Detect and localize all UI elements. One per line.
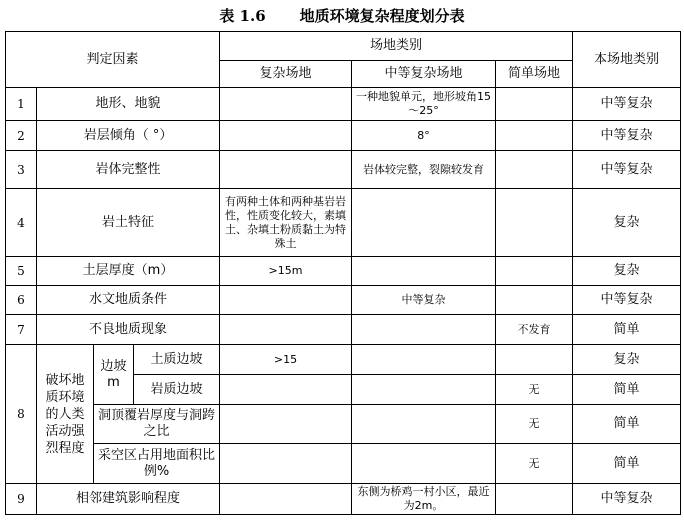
cell-medium [352, 315, 496, 345]
row-factor: 水文地质条件 [37, 286, 220, 315]
cell-result: 复杂 [573, 189, 681, 257]
cell-result: 复杂 [573, 345, 681, 375]
cell-medium [352, 375, 496, 405]
cell-result: 简单 [573, 444, 681, 484]
table-number: 表 1.6 [219, 7, 266, 25]
row-factor: 岩体完整性 [37, 151, 220, 189]
row-factor: 土层厚度（m） [37, 257, 220, 286]
cell-complex [220, 88, 352, 121]
cell-complex: >15m [220, 257, 352, 286]
cell-complex: >15 [220, 345, 352, 375]
cell-simple: 无 [496, 375, 573, 405]
cell-simple: 无 [496, 405, 573, 444]
geo-complexity-table [5, 31, 681, 515]
cell-simple: 不发育 [496, 315, 573, 345]
table-row [6, 484, 681, 515]
cell-medium: 东侧为桥鸡一村小区，最近为2m。 [352, 484, 496, 515]
row-number: 1 [6, 88, 37, 121]
cell-result: 简单 [573, 375, 681, 405]
table-row [6, 286, 681, 315]
row-number: 7 [6, 315, 37, 345]
cell-result: 中等复杂 [573, 151, 681, 189]
table-row [6, 151, 681, 189]
row-factor: 岩质边坡 [134, 375, 220, 405]
row-number: 3 [6, 151, 37, 189]
table-row [6, 444, 681, 484]
row-factor: 不良地质现象 [37, 315, 220, 345]
cell-simple [496, 88, 573, 121]
row-number: 9 [6, 484, 37, 515]
row-factor: 土质边坡 [134, 345, 220, 375]
cell-result: 简单 [573, 405, 681, 444]
cell-medium [352, 405, 496, 444]
row-number: 8 [6, 345, 37, 484]
cell-simple [496, 257, 573, 286]
cell-complex [220, 151, 352, 189]
cell-complex [220, 375, 352, 405]
row-factor: 洞顶覆岩厚度与洞跨之比 [94, 405, 220, 444]
header-factor: 判定因素 [6, 32, 220, 88]
cell-complex [220, 121, 352, 151]
table-row [6, 345, 681, 375]
row-factor: 岩土特征 [37, 189, 220, 257]
cell-complex [220, 405, 352, 444]
cell-medium: 一种地貌单元，地形坡角15～25° [352, 88, 496, 121]
cell-result: 中等复杂 [573, 286, 681, 315]
cell-simple [496, 121, 573, 151]
table-caption: 地质环境复杂程度划分表 [299, 7, 465, 25]
cell-result: 简单 [573, 315, 681, 345]
cell-medium [352, 189, 496, 257]
table-row [6, 315, 681, 345]
cell-complex: 有两种土体和两种基岩岩性，性质变化较大，素填土、杂填土粉质黏土为特殊土 [220, 189, 352, 257]
table-row [6, 88, 681, 121]
cell-simple [496, 484, 573, 515]
header-simple: 简单场地 [496, 61, 573, 88]
cell-simple [496, 151, 573, 189]
cell-simple: 无 [496, 444, 573, 484]
row-factor: 岩层倾角（ °） [37, 121, 220, 151]
cell-complex [220, 315, 352, 345]
cell-medium [352, 257, 496, 286]
table-row [6, 189, 681, 257]
slope-label: 边坡m [94, 345, 134, 405]
header-medium: 中等复杂场地 [352, 61, 496, 88]
row-number: 4 [6, 189, 37, 257]
header-site-type: 场地类别 [220, 32, 573, 61]
header-this-site: 本场地类别 [573, 32, 681, 88]
table-row [6, 121, 681, 151]
table-title [0, 5, 684, 26]
cell-complex [220, 286, 352, 315]
cell-medium: 中等复杂 [352, 286, 496, 315]
cell-medium [352, 345, 496, 375]
row-number: 5 [6, 257, 37, 286]
cell-simple [496, 189, 573, 257]
cell-complex [220, 484, 352, 515]
cell-result: 中等复杂 [573, 484, 681, 515]
row-factor: 采空区占用地面积比例% [94, 444, 220, 484]
row-number: 6 [6, 286, 37, 315]
cell-complex [220, 444, 352, 484]
row8-group-label: 破坏地质环境的人类活动强烈程度 [37, 345, 94, 484]
cell-medium [352, 444, 496, 484]
cell-simple [496, 345, 573, 375]
cell-simple [496, 286, 573, 315]
cell-result: 复杂 [573, 257, 681, 286]
cell-medium: 岩体较完整，裂隙较发育 [352, 151, 496, 189]
cell-medium: 8° [352, 121, 496, 151]
row-factor: 相邻建筑影响程度 [37, 484, 220, 515]
table-row [6, 257, 681, 286]
cell-result: 中等复杂 [573, 121, 681, 151]
table-row [6, 405, 681, 444]
row-number: 2 [6, 121, 37, 151]
header-row-1 [6, 32, 681, 61]
cell-result: 中等复杂 [573, 88, 681, 121]
header-complex: 复杂场地 [220, 61, 352, 88]
row-factor: 地形、地貌 [37, 88, 220, 121]
